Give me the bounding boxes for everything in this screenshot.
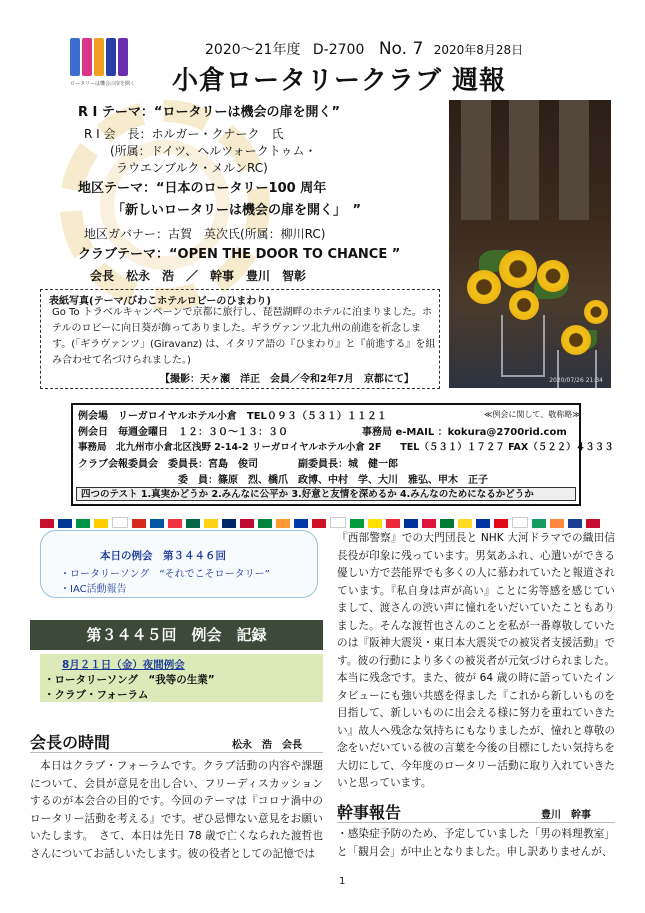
venue-note: ≪例会に関して、敬称略≫ xyxy=(484,410,581,419)
todays-meeting-item: ・IAC活動報告 xyxy=(60,584,127,595)
window-shape xyxy=(509,100,539,220)
district-governor: 地区ガバナー：古賀 英次氏(所属：柳川RC) xyxy=(84,227,326,241)
committee-chair: クラブ会報委員会 委員長：宮島 俊司 副委員長：城 健一郎 xyxy=(78,459,398,470)
club-officers: 会長 松永 浩 ／ 幹事 豊川 智彰 xyxy=(90,269,307,283)
fiscal-year: 2020～21年度 xyxy=(205,42,301,58)
todays-meeting-item: ・ロータリーソング “それでこそロータリー” xyxy=(60,569,270,580)
district-theme: 地区テーマ：“日本のロータリー100 周年 xyxy=(78,181,327,196)
president-byline: 松永 浩 会長 xyxy=(232,740,302,751)
meeting-schedule: 例会日 毎週金曜日 １２：３０～１３：３０ xyxy=(78,427,288,438)
ri-affiliation-2: ラウエンブルク・メルンRC) xyxy=(116,161,268,175)
secretary-byline: 豊川 幹事 xyxy=(541,810,591,821)
logo-bar-icon xyxy=(82,38,92,76)
issue-number: No. 7 xyxy=(378,39,424,59)
divider xyxy=(30,752,323,753)
logo-bar-icon xyxy=(106,38,116,76)
page-title: 小倉ロータリークラブ 週報 xyxy=(172,66,507,96)
sunflower-icon xyxy=(467,270,501,304)
cover-text: Go To トラベルキャンペーンで京都に旅行し、琵琶湖畔のホテルに泊まりました。ホテルのロビーに向日葵が飾ってありました。ギラヴァンツ北九州の前進を祈念します。(「ギラヴァンツ」(Giravanz) は、イタリア語の『ひまわり』と『前進する』を組み合わせて名づけられました。) xyxy=(52,307,436,366)
venue: 例会場 リーガロイヤルホテル小倉 TEL０９３（５３１）１１２１ xyxy=(78,411,387,422)
president-heading: 会長の時間 xyxy=(30,733,111,752)
logo-bar-icon xyxy=(118,38,128,76)
ri-president: R I 会 長：ホルガー・クナーク 氏 xyxy=(84,127,284,141)
district-code: D-2700 xyxy=(312,42,365,58)
office-email: 事務局 e-MAIL ：kokura@2700rid.com xyxy=(362,427,567,438)
issue-date: 2020年8月28日 xyxy=(433,43,524,57)
window-shape xyxy=(461,100,491,220)
club-theme: クラブテーマ：“OPEN THE DOOR TO CHANCE ” xyxy=(78,247,401,262)
page-number: 1 xyxy=(339,876,346,887)
four-way-test: 四つのテスト 1.真実かどうか 2.みんなに公平か 3.好意と友情を深めるか 4.みんなのためになるかどうか xyxy=(76,487,576,501)
masthead xyxy=(205,39,523,59)
photo-timestamp: 2020/07/26 21:34 xyxy=(549,377,603,384)
meeting-date: 8月２１日（金）夜間例会 xyxy=(62,659,185,671)
committee-members: 委 員：篠原 烈、橋爪 政博、中村 学、大川 雅弘、甲木 正子 xyxy=(178,475,488,486)
sunflower-icon xyxy=(499,250,537,288)
ri-affiliation: (所属：ドイツ、ヘルツォークトゥム・ xyxy=(110,144,317,158)
ri-theme: R I テーマ：“ロータリーは機会の扉を開く” xyxy=(78,105,340,120)
vase-stand-shape xyxy=(501,315,545,377)
sunflower-icon xyxy=(537,260,569,292)
cover-title: 表紙写真(テーマ/びわこホテルロビーのひまわり) xyxy=(49,296,271,307)
logo-bar-icon xyxy=(94,38,104,76)
window-shape xyxy=(559,100,589,220)
president-text: 本日はクラブ・フォーラムです。クラブ活動の内容や課題について、会員が意見を出し合い、フリーディスカッションするのが本会合の目的です。今回のテーマは『コロナ渦中のロータリー活動を考える』です。ぜひ忌憚ない意見をお願いいたします。 さて、本日は先日 78 歳で亡くなられた渡哲也さんについてお話しいたします。彼の役者としての記憶では xyxy=(30,760,323,860)
rotary-logo xyxy=(70,38,136,88)
meeting-item: ・クラブ・フォーラム xyxy=(44,689,149,701)
secretary-text: ・感染症予防のため、予定していました「男の料理教室」と「観月会」が中止となりました。申し訳ありませんが、 xyxy=(337,828,615,858)
flags-strip xyxy=(40,513,620,523)
logo-bar-icon xyxy=(70,38,80,76)
divider xyxy=(337,822,615,823)
cover-photo xyxy=(449,100,611,388)
office-address: 事務局 北九州市小倉北区浅野 2-14-2 リーガロイヤルホテル小倉 2F TEL（５３１）１７２７ FAX（５２２）４３３３ xyxy=(78,442,614,453)
president-text-continued: 『西部警察』での大門団長と NHK 大河ドラマでの織田信長役が印象に残っています。男気あふれ、心遣いができる優しい方で芸能界でも多くの人に慕われていたと報道されています。『私自身は声が高い』ことに劣等感を感じていまして、渡さんの渋い声に憧れをいだいていたこともありました。そんな渡哲也さんのことを私が一番尊敬していたのは『阪神大震災・東日本大震災での被災者支援活動』です。彼の行動により多くの被災者が元気づけられました。本当に残念です。また、彼が 64 歳の時に語っていたインタビューにも強い共感を得ました『これから新しいものを目指して、新しいものに出会える様に努力を重ねていきたい』故人へ残念な気持ちにもなりましたが、憧れと尊敬の念をいだいている彼の言葉を今後の目標にしたい気持ちを大切にして、今年度のロータリー活動に取り入れていきたいと思っています。 xyxy=(337,532,615,789)
cover-credit: 【撮影：天ヶ瀬 洋正 会員／令和2年7月 京都にて】 xyxy=(160,374,414,385)
meeting-record-header: 第３４４５回 例会 記録 xyxy=(30,620,323,650)
secretary-heading: 幹事報告 xyxy=(337,803,402,822)
logo-caption: ロータリーは機会の扉を開く xyxy=(70,81,136,87)
sunflower-icon xyxy=(584,300,608,324)
todays-meeting-title: 本日の例会 第３４４６回 xyxy=(100,550,226,562)
meeting-item: ・ロータリーソング “我等の生業” xyxy=(44,674,215,686)
district-theme-2: 「新しいロータリーは機会の扉を開く」 ” xyxy=(112,203,362,218)
